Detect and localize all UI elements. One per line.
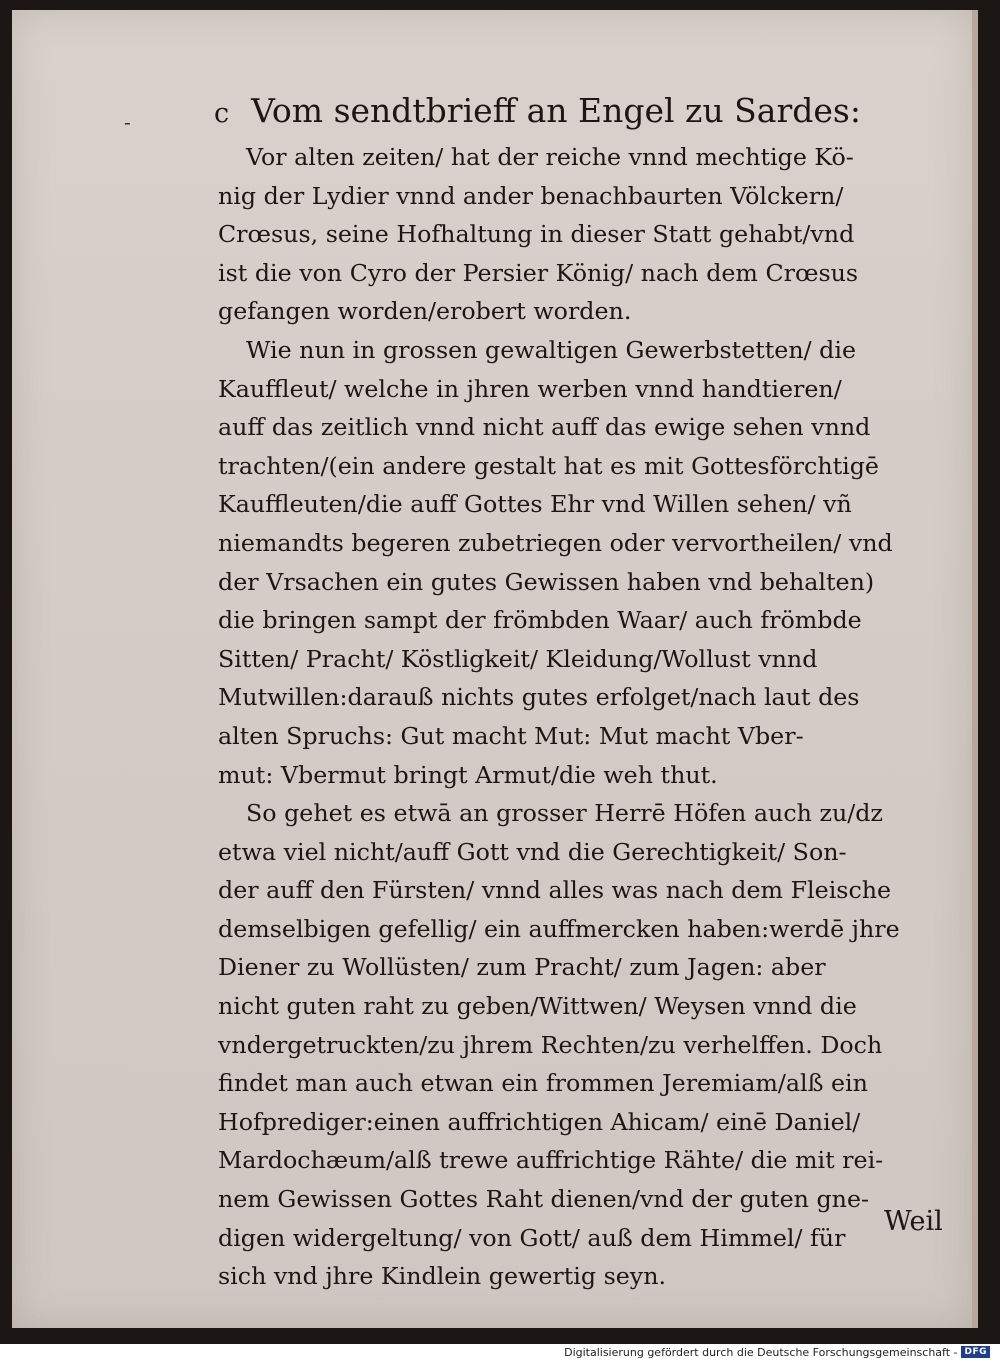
text-line: ist die von Cyro der Persier König/ nach dem Crœsus — [218, 258, 859, 287]
margin-mark: - — [124, 110, 131, 134]
text-line: Mutwillen:darauß nichts gutes erfolget/nach laut des — [218, 683, 860, 712]
text-line: Wie nun in grossen gewaltigen Gewerbstetten/ die — [246, 335, 856, 364]
text-line: Sitten/ Pracht/ Köstligkeit/ Kleidung/Wollust vnnd — [218, 644, 818, 673]
body-text — [218, 138, 958, 1296]
dfg-logo: DFG — [961, 1346, 990, 1358]
text-line: mut: Vbermut bringt Armut/die weh thut. — [218, 760, 718, 789]
text-line: Diener zu Wollüsten/ zum Pracht/ zum Jagen: aber — [218, 953, 826, 982]
book-page — [12, 10, 978, 1328]
text-line: findet man auch etwan ein frommen Jeremiam/alß ein — [218, 1069, 868, 1098]
text-line: nem Gewissen Gottes Raht dienen/vnd der guten gne- — [218, 1185, 870, 1214]
catchword: Weil — [884, 1206, 943, 1237]
text-line: So gehet es etwā an grosser Herrē Höfen auch zu/dz — [246, 799, 883, 828]
signature-mark: c — [214, 98, 230, 129]
text-line: digen widergeltung/ von Gott/ auß dem Himmel/ für — [218, 1223, 846, 1252]
text-line: nicht guten raht zu geben/Wittwen/ Weysen vnnd die — [218, 992, 857, 1021]
text-line: trachten/(ein andere gestalt hat es mit Gottesförchtigē — [218, 451, 879, 480]
text-line: sich vnd jhre Kindlein gewertig seyn. — [218, 1262, 667, 1291]
footer-credit — [564, 1344, 990, 1360]
text-line: alten Spruchs: Gut macht Mut: Mut macht Vber- — [218, 721, 804, 750]
footer-credit-text: Digitalisierung gefördert durch die Deutsche Forschungsgemeinschaft - — [564, 1345, 958, 1359]
text-line: nig der Lydier vnnd ander benachbaurten Völckern/ — [218, 181, 844, 210]
text-line: gefangen worden/erobert worden. — [218, 297, 632, 326]
page-heading-line — [214, 86, 914, 139]
text-line: der Vrsachen ein gutes Gewissen haben vnd behalten) — [218, 567, 875, 596]
text-line: vndergetruckten/zu jhrem Rechten/zu verhelffen. Doch — [218, 1030, 883, 1059]
text-line: der auff den Fürsten/ vnnd alles was nach dem Fleische — [218, 876, 892, 905]
text-line: Mardochæum/alß trewe auffrichtige Rähte/ die mit rei- — [218, 1146, 884, 1175]
text-line: auff das zeitlich vnnd nicht auff das ewige sehen vnnd — [218, 413, 871, 442]
text-line: Hofprediger:einen auffrichtigen Ahicam/ einē Daniel/ — [218, 1107, 861, 1136]
text-line: Vor alten zeiten/ hat der reiche vnnd mechtige Kö- — [246, 143, 854, 171]
text-line: Crœsus, seine Hofhaltung in dieser Statt gehabt/vnd — [218, 220, 855, 249]
text-line: Kauffleut/ welche in jhren werben vnnd handtieren/ — [218, 374, 842, 403]
text-line: demselbigen gefellig/ ein auffmercken haben:werdē jhre — [218, 914, 900, 943]
text-line: etwa viel nicht/auff Gott vnd die Gerechtigkeit/ Son- — [218, 837, 847, 866]
text-line: Kauffleuten/die auff Gottes Ehr vnd Willen sehen/ vñ — [218, 490, 852, 519]
page-heading: Vom sendtbrieff an Engel zu Sardes: — [251, 91, 861, 130]
text-line: niemandts begeren zubetriegen oder vervortheilen/ vnd — [218, 528, 893, 557]
text-line: die bringen sampt der frömbden Waar/ auch frömbde — [218, 606, 862, 635]
